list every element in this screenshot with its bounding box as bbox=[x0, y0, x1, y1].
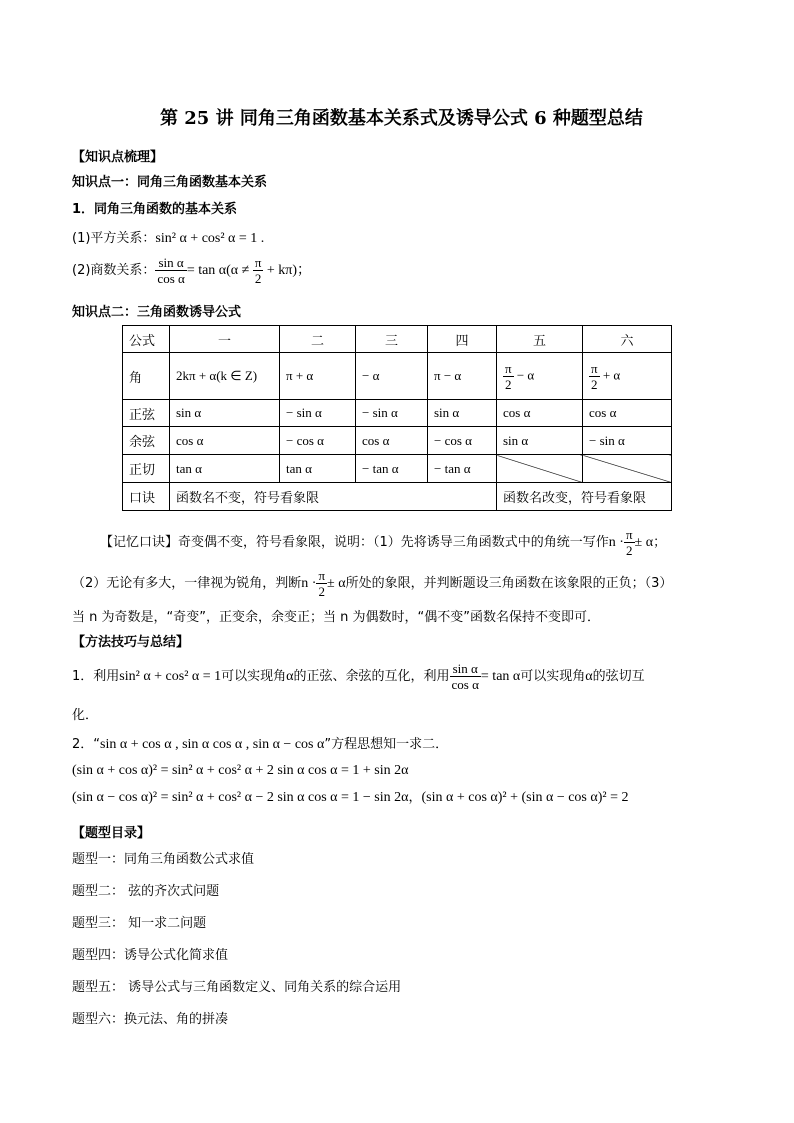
pi-over-two-fraction bbox=[316, 568, 327, 599]
section-heading-knowledge: 【知识点梳理】 bbox=[72, 150, 164, 165]
toc-item: 题型六：换元法、角的拼凑 bbox=[72, 1012, 229, 1027]
method-text: 2．“ bbox=[72, 737, 101, 752]
page-title: 第 25 讲 同角三角函数基本关系式及诱导公式 6 种题型总结 bbox=[160, 108, 643, 129]
equation-2: (sin α − cos α)² = sin² α + cos² α − 2 sin α cos α = 1 − sin 2α bbox=[72, 790, 409, 805]
fraction-numerator: sin α bbox=[450, 661, 481, 677]
method-item-2 bbox=[72, 733, 448, 753]
table-cell: − sin α bbox=[280, 400, 356, 427]
table-cell: − cos α bbox=[428, 427, 497, 455]
table-cell: sin α bbox=[497, 427, 583, 455]
table-header-cell: 二 bbox=[280, 326, 356, 353]
quotient-end: + kπ)； bbox=[263, 263, 312, 278]
method-text: 可以实现角 bbox=[520, 669, 586, 684]
section-heading-toc: 【题型目录】 bbox=[72, 826, 151, 841]
table-row-tangent bbox=[123, 455, 672, 483]
table-cell: cos α bbox=[356, 427, 428, 455]
quotient-middle: = tan α(α ≠ bbox=[186, 263, 253, 278]
toc-item: 题型五： 诱导公式与三角函数定义、同角关系的综合运用 bbox=[72, 980, 402, 995]
math-n: n · bbox=[608, 535, 624, 550]
fraction-numerator: sin α bbox=[155, 255, 186, 271]
section-heading-method: 【方法技巧与总结】 bbox=[72, 635, 190, 650]
method-item-1-continued: 化． bbox=[72, 708, 99, 723]
fraction-numerator: π bbox=[591, 360, 598, 376]
equation-3: (sin α + cos α)² + (sin α − cos α)² = 2 bbox=[421, 790, 629, 805]
pi-over-two-fraction bbox=[624, 527, 635, 558]
table-cell: sin α bbox=[428, 400, 497, 427]
equation-1: (sin α + cos α)² = sin² α + cos² α + 2 sin α cos α = 1 + sin 2α bbox=[72, 763, 409, 778]
table-cell: − sin α bbox=[356, 400, 428, 427]
math-pm-alpha: ± α bbox=[634, 535, 654, 550]
method-formula: sin α + cos α , sin α cos α , sin α − cos α bbox=[100, 737, 325, 752]
table-angle-row bbox=[123, 353, 672, 400]
angle-rest: − α bbox=[513, 366, 535, 382]
table-header-cell: 一 bbox=[170, 326, 280, 353]
table-row-label: 角 bbox=[123, 353, 170, 400]
equation-separator: ， bbox=[408, 790, 422, 805]
memory-rhyme-text: 【记忆口诀】奇变偶不变，符号看象限，说明：（1）先将诱导三角函数式中的角统一写作 bbox=[100, 535, 609, 550]
quotient-fraction bbox=[450, 661, 481, 692]
table-cell: sin α bbox=[170, 400, 280, 427]
angle-rest: + α bbox=[599, 366, 621, 382]
math-pm-alpha: ± α bbox=[327, 576, 346, 591]
fraction-denominator: 2 bbox=[591, 376, 598, 392]
method-text: 可以实现角 bbox=[221, 669, 287, 684]
fraction-denominator: cos α bbox=[157, 271, 185, 286]
table-cell bbox=[497, 353, 583, 400]
memory-rhyme-line-3: 当 n 为奇数是，“奇变”，正变余，余变正；当 n 为偶数时，“偶不变”函数名保持不变即可． bbox=[72, 610, 600, 625]
math-alpha: α bbox=[585, 669, 593, 684]
table-cell bbox=[583, 353, 672, 400]
method-item-1 bbox=[72, 661, 645, 692]
table-header-row bbox=[123, 326, 672, 353]
table-header-cell: 四 bbox=[428, 326, 497, 353]
method-text: 1．利用 bbox=[72, 669, 120, 684]
memory-rhyme-text: （2）无论有多大，一律视为锐角，判断 bbox=[72, 576, 302, 591]
table-cell: − tan α bbox=[356, 455, 428, 483]
table-header-cell: 五 bbox=[497, 326, 583, 353]
table-row-label: 正弦 bbox=[123, 400, 170, 427]
quotient-relation bbox=[72, 255, 311, 286]
fraction-numerator: π bbox=[505, 360, 512, 376]
table-row-label: 正切 bbox=[123, 455, 170, 483]
fraction-numerator: π bbox=[625, 527, 633, 542]
knowledge-point-1-subtitle: 1．同角三角函数的基本关系 bbox=[72, 202, 238, 217]
fraction-denominator: 2 bbox=[625, 543, 633, 558]
table-cell: − tan α bbox=[428, 455, 497, 483]
table-cell: tan α bbox=[170, 455, 280, 483]
table-header-cell: 公式 bbox=[123, 326, 170, 353]
quotient-relation-label: (2)商数关系： bbox=[72, 263, 156, 278]
method-text: ”方程思想知一求二． bbox=[324, 737, 449, 752]
knowledge-point-2: 知识点二：三角函数诱导公式 bbox=[72, 305, 242, 320]
memory-rhyme-text: 所处的象限，并判断题设三角函数在该象限的正负；（3） bbox=[345, 576, 673, 591]
toc-item: 题型四：诱导公式化简求值 bbox=[72, 948, 229, 963]
table-cell: − sin α bbox=[583, 427, 672, 455]
square-relation-formula: sin² α + cos² α = 1 . bbox=[155, 231, 265, 246]
table-cell: cos α bbox=[170, 427, 280, 455]
square-relation bbox=[72, 227, 264, 247]
method-text: 的正弦、余弦的互化，利用 bbox=[293, 669, 450, 684]
table-cell-rhyme-right: 函数名改变，符号看象限 bbox=[497, 483, 672, 511]
pi-over-two-fraction bbox=[253, 255, 264, 286]
quotient-fraction bbox=[155, 255, 186, 286]
table-cell: cos α bbox=[583, 400, 672, 427]
table-cell: tan α bbox=[280, 455, 356, 483]
table-row-label: 口诀 bbox=[123, 483, 170, 511]
table-cell: 2kπ + α(k ∈ Z) bbox=[170, 353, 280, 400]
table-cell: π + α bbox=[280, 353, 356, 400]
pi-over-two-fraction bbox=[589, 361, 600, 392]
fraction-denominator: 2 bbox=[254, 271, 262, 286]
table-cell: π − α bbox=[428, 353, 497, 400]
table-cell-rhyme-left: 函数名不变，符号看象限 bbox=[170, 483, 497, 511]
math-n: n · bbox=[301, 576, 317, 591]
table-cell-diagonal bbox=[497, 455, 583, 483]
induction-formula-table bbox=[122, 325, 672, 511]
fraction-denominator: 2 bbox=[505, 376, 512, 392]
knowledge-point-1: 知识点一：同角三角函数基本关系 bbox=[72, 175, 268, 190]
math-alpha: α bbox=[286, 669, 294, 684]
memory-rhyme-line-1 bbox=[100, 527, 666, 558]
fraction-numerator: π bbox=[254, 255, 262, 270]
table-row-sine bbox=[123, 400, 672, 427]
toc-item: 题型三： 知一求二问题 bbox=[72, 916, 207, 931]
toc-item: 题型一：同角三角函数公式求值 bbox=[72, 852, 255, 867]
fraction-numerator: π bbox=[318, 568, 326, 583]
table-cell: − α bbox=[356, 353, 428, 400]
method-formula: sin² α + cos² α = 1 bbox=[119, 669, 222, 684]
method-formula: = tan α bbox=[480, 669, 521, 684]
square-relation-label: (1)平方关系： bbox=[72, 231, 156, 246]
fraction-denominator: 2 bbox=[318, 584, 325, 599]
table-cell-diagonal bbox=[583, 455, 672, 483]
memory-rhyme-line-2 bbox=[72, 568, 672, 599]
table-header-cell: 三 bbox=[356, 326, 428, 353]
method-text: 的弦切互 bbox=[592, 669, 645, 684]
toc-item: 题型二： 弦的齐次式问题 bbox=[72, 884, 220, 899]
pi-over-two-fraction bbox=[503, 361, 514, 392]
table-row-rhyme bbox=[123, 483, 672, 511]
table-cell: cos α bbox=[497, 400, 583, 427]
equation-line-2 bbox=[72, 786, 628, 806]
memory-rhyme-text: ； bbox=[653, 535, 667, 550]
table-header-cell: 六 bbox=[583, 326, 672, 353]
table-cell: − cos α bbox=[280, 427, 356, 455]
fraction-denominator: cos α bbox=[451, 677, 479, 692]
table-row-cosine bbox=[123, 427, 672, 455]
table-row-label: 余弦 bbox=[123, 427, 170, 455]
